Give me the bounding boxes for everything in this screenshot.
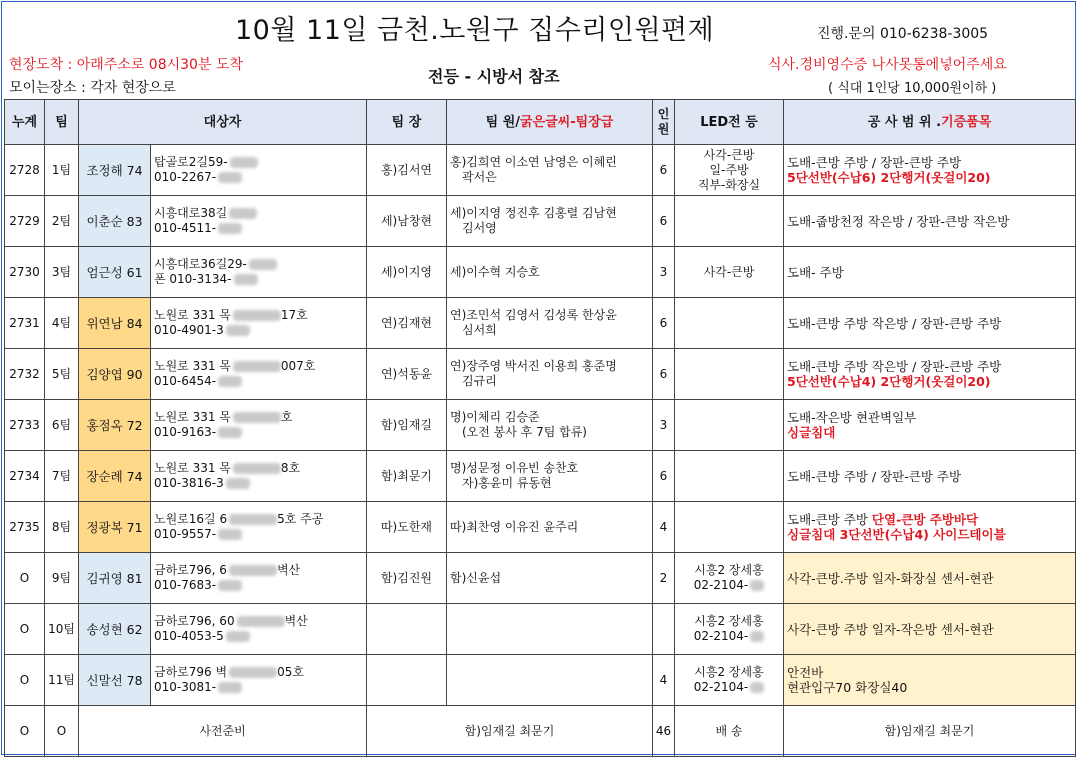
led-line-2 [678, 680, 780, 695]
col-target: 대상자 [79, 100, 367, 145]
team-members [447, 400, 653, 451]
address-text: 노원로 331 목 [154, 461, 231, 475]
work-scope [784, 604, 1076, 655]
phone-line [154, 629, 363, 644]
team-leader: 따)도한재 [367, 502, 447, 553]
scope-line-1-text: 도배-큰방 주방 작은방 / 장판-큰방 주방 [787, 359, 1002, 374]
col-scope-note: 기증품목 [941, 114, 992, 130]
members-line-1: 세)이수혁 지승호 [450, 264, 540, 279]
redacted-block [750, 580, 764, 591]
team-table [4, 99, 1076, 757]
scope-line-1 [787, 665, 1072, 680]
phone-text: 폰 010-3134- [154, 272, 232, 286]
redacted-block [218, 427, 242, 438]
led-line-1: 시흥2 장세홍 [694, 614, 764, 628]
recipient-contact [151, 247, 367, 298]
phone-line [154, 476, 363, 491]
redacted-block [237, 616, 285, 627]
col-scope-prefix: 공 사 범 위 . [867, 114, 942, 130]
recipient-name: 엄근성 61 [79, 247, 151, 298]
led-line-1: 시흥2 장세홍 [694, 665, 764, 679]
team-leader: 연)김재현 [367, 298, 447, 349]
members-line-2: 심서희 [462, 323, 497, 337]
scope-line-1 [787, 512, 1072, 527]
work-scope [784, 451, 1076, 502]
row-number: O [5, 553, 45, 604]
address-text: 노원로 331 목 [154, 308, 231, 322]
table-row [5, 196, 1076, 247]
scope-line-1-text: 도배-큰방 주방 / 장판-큰방 주방 [787, 155, 962, 170]
scope-line-1-text: 도배- 주방 [787, 264, 844, 280]
scope-line-1 [787, 359, 1072, 374]
redacted-block [218, 376, 242, 387]
scope-line-1 [787, 155, 1072, 170]
team-leader: 세)이지영 [367, 247, 447, 298]
address-tail: 17호 [280, 308, 308, 322]
address-text: 금하로796 벽 [154, 665, 228, 679]
footer-delivery-staff: 함)임재길 최문기 [784, 706, 1076, 757]
recipient-contact [151, 655, 367, 706]
redacted-block [229, 514, 277, 525]
redacted-block [218, 682, 242, 693]
recipient-name: 정광복 71 [79, 502, 151, 553]
team-members [447, 349, 653, 400]
address-tail: 5호 주공 [277, 512, 324, 526]
phone-line [154, 680, 363, 695]
redacted-block [234, 274, 258, 285]
redacted-block [229, 667, 277, 678]
redacted-block [229, 565, 277, 576]
address-text: 노원로 331 목 [154, 410, 231, 424]
redacted-block [233, 310, 281, 321]
led-line-2 [678, 629, 780, 644]
address-line [154, 512, 363, 527]
work-scope [784, 145, 1076, 196]
headcount [653, 604, 675, 655]
address-text: 금하로796, 6 [154, 563, 227, 577]
members-line-1: 명)성문정 이유빈 송찬호 [450, 461, 579, 475]
headcount: 6 [653, 145, 675, 196]
recipient-name: 김귀영 81 [79, 553, 151, 604]
phone-line [154, 578, 363, 593]
members-line-2: 자)홍윤미 류동현 [462, 476, 552, 490]
address-text: 금하로796, 60 [154, 614, 235, 628]
footer-total: 46 [653, 706, 675, 757]
team-members [447, 604, 653, 655]
phone-line [154, 527, 363, 542]
recipient-contact [151, 196, 367, 247]
recipient-contact [151, 502, 367, 553]
scope-line-1-text: 도배-작은방 현관벽일부 [787, 410, 917, 425]
phone-line [154, 425, 363, 440]
table-row [5, 145, 1076, 196]
members-line-1: 세)이지영 정진후 김홍렬 김남현 [450, 206, 617, 220]
redacted-block [233, 412, 281, 423]
row-team: 5팀 [45, 349, 79, 400]
phone-line [154, 323, 363, 338]
scope-line-1 [787, 622, 1072, 637]
phone-text: 010-9557- [154, 527, 217, 541]
led-line-1: 사각-큰방 [703, 264, 755, 279]
address-line [154, 563, 363, 578]
team-members [447, 451, 653, 502]
team-members [447, 298, 653, 349]
address-line [154, 410, 363, 425]
headcount: 4 [653, 655, 675, 706]
phone-text: 010-4901-3 [154, 323, 224, 337]
row-team: 7팀 [45, 451, 79, 502]
scope-line-1-text: 도배-큰방 주방 / 장판-큰방 주방 [787, 468, 962, 484]
headcount: 4 [653, 502, 675, 553]
row-team: 11팀 [45, 655, 79, 706]
scope-line-1 [787, 469, 1072, 484]
col-scope [784, 100, 1076, 145]
scope-line-1-text: 사각-큰방 주방 일자-작은방 센서-현관 [787, 621, 994, 637]
arrival-notice [9, 54, 243, 74]
footer-delivery: 배 송 [675, 706, 784, 757]
row-number: 2735 [5, 502, 45, 553]
arrival-text: : 아래주소로 08시30분 도착 [63, 57, 243, 73]
led-line-2 [678, 578, 780, 593]
members-line-2: 김서영 [462, 221, 497, 235]
members-line-1: 명)이체리 김승준 [450, 410, 540, 424]
redacted-block [218, 529, 242, 540]
row-team: 10팀 [45, 604, 79, 655]
led-info [675, 247, 784, 298]
redacted-block [229, 208, 257, 219]
table-row [5, 502, 1076, 553]
address-line [154, 359, 363, 374]
redacted-block [230, 157, 258, 168]
team-leader [367, 604, 447, 655]
footer-prep: 사전준비 [79, 706, 367, 757]
redacted-block [750, 631, 764, 642]
team-leader: 홍)김서연 [367, 145, 447, 196]
recipient-name: 김양엽 90 [79, 349, 151, 400]
table-row [5, 553, 1076, 604]
phone-line [154, 221, 363, 236]
address-text: 탑골로2길59- [154, 155, 228, 169]
work-scope [784, 247, 1076, 298]
address-text: 노원로16길 6 [154, 512, 228, 526]
phone-text: 010-3816-3 [154, 476, 224, 490]
headcount: 6 [653, 451, 675, 502]
team-leader: 함)최문기 [367, 451, 447, 502]
footer-no: O [5, 706, 45, 757]
team-members [447, 247, 653, 298]
table-row [5, 451, 1076, 502]
led-info [675, 400, 784, 451]
led-line-2-text: 02-2104- [693, 578, 749, 592]
redacted-block [233, 463, 281, 474]
phone-text: 010-3081- [154, 680, 217, 694]
led-info [675, 196, 784, 247]
col-members [447, 100, 653, 145]
team-members [447, 553, 653, 604]
led-line-1: 사각-큰방 [703, 147, 755, 162]
row-number: 2730 [5, 247, 45, 298]
col-team: 팀 [45, 100, 79, 145]
redacted-block [226, 325, 250, 336]
team-leader: 연)석동윤 [367, 349, 447, 400]
team-leader [367, 655, 447, 706]
members-line-2: (오전 봉사 후 7팀 합류) [462, 425, 587, 439]
work-scope [784, 553, 1076, 604]
headcount: 3 [653, 400, 675, 451]
phone-text: 010-4511- [154, 221, 217, 235]
work-scope [784, 400, 1076, 451]
address-tail: 05호 [277, 665, 304, 679]
team-members [447, 145, 653, 196]
phone-text: 010-7683- [154, 578, 217, 592]
row-team: 2팀 [45, 196, 79, 247]
row-number: 2733 [5, 400, 45, 451]
recipient-name: 홍점옥 72 [79, 400, 151, 451]
address-line [154, 308, 363, 323]
meal-notice: 식사.경비영수증 나사못통에넣어주세요 [768, 57, 1007, 73]
table-row [5, 655, 1076, 706]
row-number: O [5, 655, 45, 706]
led-info [675, 145, 784, 196]
scope-line-1 [787, 410, 1072, 425]
led-line-2-text: 02-2104- [693, 680, 749, 694]
redacted-block [226, 478, 250, 489]
headcount: 6 [653, 349, 675, 400]
col-leader: 팀 장 [367, 100, 447, 145]
reference-note: 전등 - 시방서 참조 [428, 67, 560, 86]
recipient-name: 이춘순 83 [79, 196, 151, 247]
scope-line-3: 현관입구70 화장실40 [787, 680, 908, 695]
row-team: 1팀 [45, 145, 79, 196]
row-team: 6팀 [45, 400, 79, 451]
contact-info: 진행.문의 010-6238-3005 [817, 26, 989, 42]
page-title: 10월 11일 금천.노원구 집수리인원편제 [235, 15, 715, 46]
work-scope [784, 298, 1076, 349]
headcount: 6 [653, 196, 675, 247]
address-tail: 007호 [280, 359, 316, 373]
phone-text: 010-6454- [154, 374, 217, 388]
redacted-block [218, 580, 242, 591]
table-row [5, 298, 1076, 349]
led-info [675, 553, 784, 604]
address-text: 시흥대로36길29- [154, 257, 247, 271]
team-leader: 함)김진원 [367, 553, 447, 604]
recipient-name: 장순례 74 [79, 451, 151, 502]
redacted-block [226, 631, 250, 642]
led-info [675, 298, 784, 349]
scope-line-1 [787, 571, 1072, 586]
members-line-1: 함)신윤섭 [450, 570, 502, 585]
arrival-label: 현장도착 [9, 57, 64, 73]
row-number: 2728 [5, 145, 45, 196]
team-leader: 함)임재길 [367, 400, 447, 451]
row-number: 2732 [5, 349, 45, 400]
led-info [675, 451, 784, 502]
redacted-block [218, 223, 242, 234]
address-line [154, 155, 363, 170]
headcount: 3 [653, 247, 675, 298]
scope-line-1-text: 도배-큰방 주방 작은방 / 장판-큰방 주방 [787, 315, 1002, 331]
redacted-block [233, 361, 281, 372]
team-members [447, 502, 653, 553]
row-number: O [5, 604, 45, 655]
led-info [675, 502, 784, 553]
work-scope [784, 196, 1076, 247]
row-number: 2734 [5, 451, 45, 502]
address-tail: 벽산 [284, 614, 308, 628]
scope-line-1-text: 안전바 [787, 665, 824, 680]
phone-line [154, 170, 363, 185]
redacted-block [218, 172, 242, 183]
scope-line-2: 5단선반(수납4) 2단행거(옷걸이20) [787, 374, 991, 389]
members-line-2: 곽서은 [462, 170, 497, 184]
led-info [675, 655, 784, 706]
recipient-contact [151, 553, 367, 604]
members-line-1: 홍)김희연 이소연 남영은 이혜린 [450, 155, 617, 169]
footer-prep-staff: 함)임재길 최문기 [367, 706, 653, 757]
recipient-name: 위연남 84 [79, 298, 151, 349]
led-info [675, 604, 784, 655]
row-team: 8팀 [45, 502, 79, 553]
row-team: 9팀 [45, 553, 79, 604]
scope-line-1-text: 사각-큰방.주방 일자-화장실 센서-현관 [787, 570, 994, 586]
col-members-note: 굵은글씨-팀장급 [520, 114, 614, 130]
recipient-contact [151, 604, 367, 655]
recipient-contact [151, 298, 367, 349]
team-members [447, 196, 653, 247]
col-led: LED전 등 [675, 100, 784, 145]
col-members-prefix: 팀 원/ [485, 114, 521, 130]
recipient-contact [151, 145, 367, 196]
work-scope [784, 655, 1076, 706]
members-line-1: 연)조민석 김영서 김성록 한상윤 [450, 308, 617, 322]
led-info [675, 349, 784, 400]
redacted-block [249, 259, 277, 270]
address-line [154, 206, 363, 221]
members-line-1: 따)최찬영 이유진 윤주리 [450, 519, 579, 534]
scope-line-2: 싱글침대 [787, 425, 836, 440]
work-scope [784, 502, 1076, 553]
led-line-2-text: 02-2104- [693, 629, 749, 643]
work-scope [784, 349, 1076, 400]
led-line-2 [678, 163, 780, 178]
header [0, 0, 1079, 100]
recipient-contact [151, 349, 367, 400]
address-text: 노원로 331 목 [154, 359, 231, 373]
address-line [154, 665, 363, 680]
phone-text: 010-2267- [154, 170, 217, 184]
scope-line-1-text: 도배-줍방천정 작은방 / 장판-큰방 작은방 [787, 213, 1010, 229]
row-team: 4팀 [45, 298, 79, 349]
team-members [447, 655, 653, 706]
recipient-contact [151, 400, 367, 451]
address-line [154, 461, 363, 476]
team-leader: 세)남창현 [367, 196, 447, 247]
header-row [5, 100, 1076, 145]
redacted-block [750, 682, 764, 693]
phone-text: 010-4053-5 [154, 629, 224, 643]
address-tail: 호 [280, 410, 293, 424]
row-number: 2731 [5, 298, 45, 349]
recipient-contact [151, 451, 367, 502]
recipient-name: 조정해 74 [79, 145, 151, 196]
scope-line-1-red: 단열-큰방 주방바닥 [871, 512, 979, 527]
led-line-3: 직부-화장실 [697, 177, 761, 192]
members-line-2: 김규리 [462, 374, 497, 388]
recipient-name: 송성현 62 [79, 604, 151, 655]
scope-line-1 [787, 316, 1072, 331]
members-line-1: 연)장주영 박서진 이용희 홍준명 [450, 359, 617, 373]
table-row [5, 247, 1076, 298]
table-row [5, 349, 1076, 400]
scope-line-2: 싱글침대 3단선반(수납4) 사이드테이블 [787, 527, 1006, 542]
scope-line-1-text: 도배-큰방 주방 [787, 512, 872, 527]
footer-row [5, 706, 1076, 757]
scope-line-1 [787, 265, 1072, 280]
phone-text: 010-9163- [154, 425, 217, 439]
meal-limit: ( 식대 1인당 10,000원이하 ) [828, 81, 997, 96]
headcount: 2 [653, 553, 675, 604]
led-line-1: 시흥2 장세홍 [694, 563, 764, 577]
meeting-place: 모이는장소 : 각자 현장으로 [9, 80, 176, 96]
scope-line-2: 5단선반(수납6) 2단행거(옷걸이20) [787, 170, 991, 185]
table-row [5, 400, 1076, 451]
address-tail: 8호 [280, 461, 301, 475]
row-team: 3팀 [45, 247, 79, 298]
led-line-2-text: 일-주방 [709, 162, 749, 177]
address-tail: 벽산 [276, 563, 301, 577]
address-text: 시흥대로38길 [154, 206, 228, 220]
phone-line [154, 374, 363, 389]
footer-team: O [45, 706, 79, 757]
scope-line-1 [787, 214, 1072, 229]
headcount: 6 [653, 298, 675, 349]
table-row [5, 604, 1076, 655]
address-line [154, 614, 363, 629]
address-line [154, 257, 363, 272]
phone-line [154, 272, 363, 287]
row-number: 2729 [5, 196, 45, 247]
col-headcount: 인원 [653, 100, 675, 145]
recipient-name: 신말선 78 [79, 655, 151, 706]
col-cumulative: 누계 [5, 100, 45, 145]
